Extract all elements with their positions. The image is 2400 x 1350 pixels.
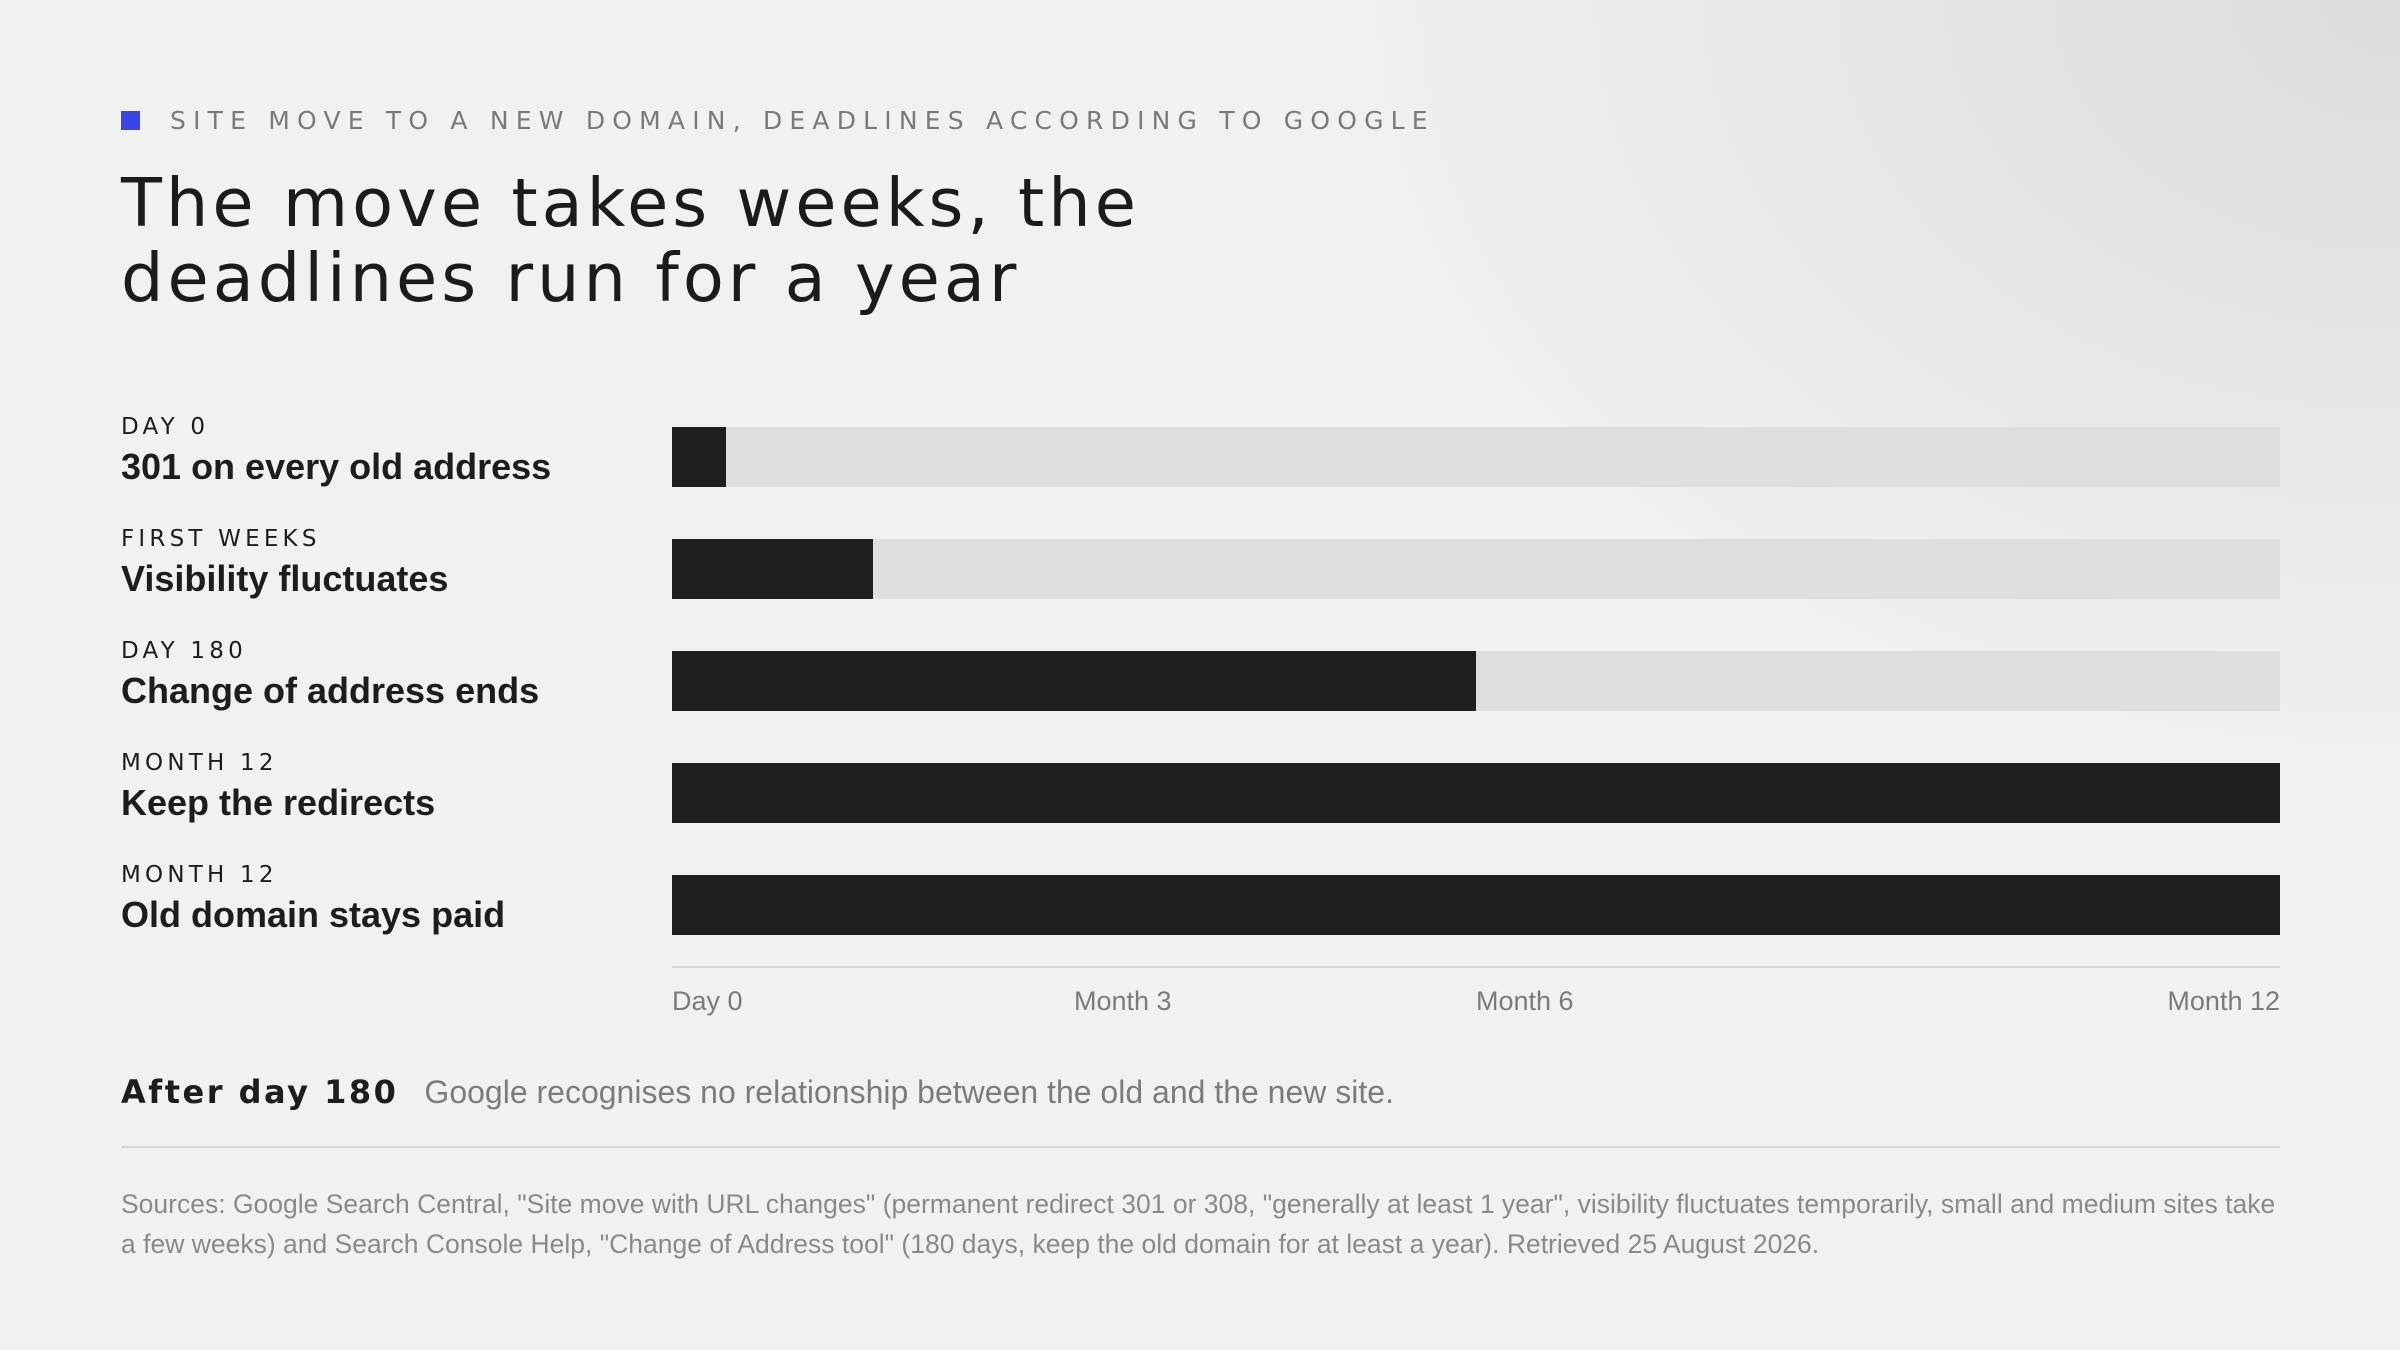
footnote-key: After day 180 — [121, 1073, 399, 1111]
bar — [672, 875, 2280, 935]
accent-square-icon — [121, 111, 140, 130]
bar-label: Visibility fluctuates — [121, 558, 449, 599]
bar-row — [121, 748, 2280, 860]
bar-track — [672, 651, 2280, 711]
bar-tag: MONTH 12 — [121, 862, 278, 888]
bar-label: Old domain stays paid — [121, 894, 506, 935]
bar-track — [672, 427, 2280, 487]
bar-label: 301 on every old address — [121, 446, 552, 487]
bar — [672, 427, 726, 487]
bar-row — [121, 860, 2280, 972]
bar — [672, 763, 2280, 823]
sources: Sources: Google Search Central, "Site move with URL changes" (permanent redirect 301 or 308, "generally at least 1 year", visibility fluctuates temporarily, small and medium sites take a few weeks) and Search Console Help, "Change of Address tool" (180 days, keep the old domain for at least a year). Retrieved 25 August 2026. — [121, 1189, 2276, 1259]
kicker — [121, 106, 1435, 134]
chart-page — [121, 0, 2280, 1350]
bar-track — [672, 539, 2280, 599]
bar-track — [672, 763, 2280, 823]
bar — [672, 651, 1476, 711]
x-tick-label: Month 12 — [2167, 986, 2280, 1016]
footnote — [121, 1073, 1394, 1111]
bar — [672, 539, 873, 599]
x-tick-label: Month 3 — [1074, 986, 1172, 1016]
x-axis-line — [672, 966, 2280, 968]
bar-row — [121, 636, 2280, 748]
bar-label: Change of address ends — [121, 670, 540, 711]
x-tick-label: Month 6 — [1476, 986, 1574, 1016]
footnote-text: Google recognises no relationship between the old and the new site. — [424, 1074, 1394, 1110]
bar-tag: DAY 180 — [121, 638, 247, 664]
x-tick-label: Day 0 — [672, 986, 743, 1016]
divider — [121, 1146, 2280, 1148]
bar-label: Keep the redirects — [121, 782, 436, 823]
bar-tag: FIRST WEEKS — [121, 526, 321, 552]
kicker-text: SITE MOVE TO A NEW DOMAIN, DEADLINES ACCORDING TO GOOGLE — [170, 105, 1435, 135]
bar-row — [121, 412, 2280, 524]
chart-title: The move takes weeks, the deadlines run for a year — [121, 164, 1140, 317]
bar-tag: DAY 0 — [121, 414, 210, 440]
bar-track — [672, 875, 2280, 935]
bar-row — [121, 524, 2280, 636]
bar-tag: MONTH 12 — [121, 750, 278, 776]
